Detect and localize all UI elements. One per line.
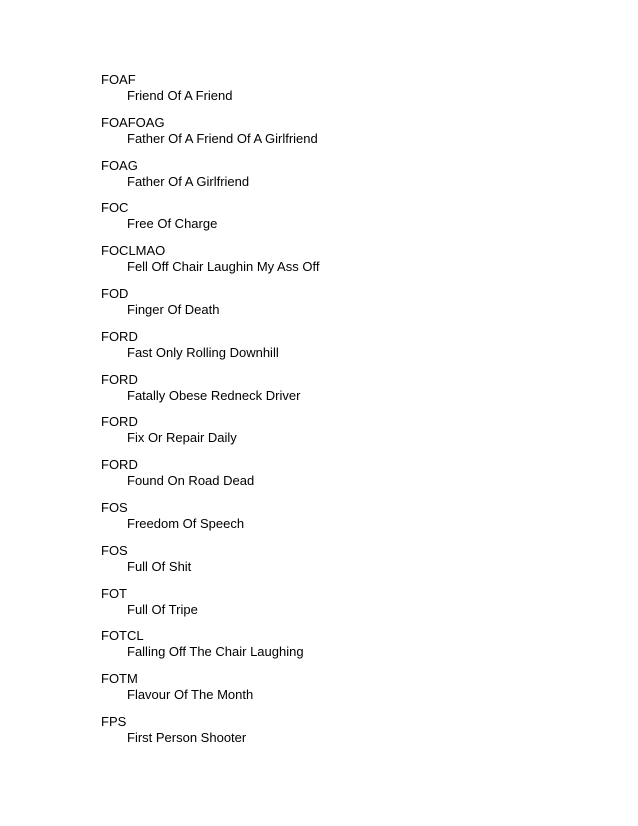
entry-term: FOT [101, 585, 127, 601]
entry-definition: Father Of A Friend Of A Girlfriend [127, 130, 318, 146]
entry-term: FOTM [101, 671, 138, 687]
entry-term: FOAG [101, 157, 138, 173]
entry-definition: Flavour Of The Month [127, 687, 254, 703]
entry-term: FOAFOAG [101, 114, 165, 130]
glossary-entry [101, 158, 601, 201]
entry-definition: First Person Shooter [127, 729, 247, 745]
entry-term: FOS [101, 542, 128, 558]
glossary-entry [101, 243, 601, 286]
glossary-entry [101, 286, 601, 329]
entry-term: FORD [101, 457, 138, 473]
entry-definition: Fatally Obese Redneck Driver [127, 387, 301, 403]
glossary-entry [101, 543, 601, 586]
entry-term: FOCLMAO [101, 243, 166, 259]
entry-definition: Father Of A Girlfriend [127, 173, 250, 189]
entry-definition: Fix Or Repair Daily [127, 430, 237, 446]
glossary-entry [101, 115, 601, 158]
entry-term: FPS [101, 713, 127, 729]
glossary-entry [101, 457, 601, 500]
entry-definition: Friend Of A Friend [127, 88, 233, 103]
glossary-entry [101, 372, 601, 415]
glossary-entry [101, 200, 601, 243]
glossary-entry [101, 671, 601, 714]
entry-definition: Free Of Charge [127, 216, 218, 232]
entry-term: FOAF [101, 72, 136, 87]
glossary-entry [101, 414, 601, 457]
entry-definition: Freedom Of Speech [127, 515, 245, 531]
entry-term: FOTCL [101, 628, 144, 644]
glossary-entry [101, 329, 601, 372]
entry-definition: Finger Of Death [127, 301, 220, 317]
glossary-entry [101, 500, 601, 543]
entry-term: FOD [101, 285, 129, 301]
entry-definition: Full Of Tripe [127, 601, 198, 617]
entry-definition: Falling Off The Chair Laughing [127, 644, 304, 660]
entry-term: FORD [101, 414, 138, 430]
entry-term: FOS [101, 499, 128, 515]
entry-definition: Found On Road Dead [127, 473, 255, 489]
entry-term: FORD [101, 328, 138, 344]
glossary-entry [101, 714, 601, 757]
glossary-entry [101, 586, 601, 629]
entry-definition: Fell Off Chair Laughin My Ass Off [127, 259, 320, 275]
glossary-entry [101, 628, 601, 671]
entry-term: FORD [101, 371, 138, 387]
entry-definition: Full Of Shit [127, 558, 192, 574]
entry-term: FOC [101, 200, 129, 216]
glossary-list [101, 72, 601, 757]
glossary-entry [101, 72, 601, 115]
entry-definition: Fast Only Rolling Downhill [127, 344, 279, 360]
